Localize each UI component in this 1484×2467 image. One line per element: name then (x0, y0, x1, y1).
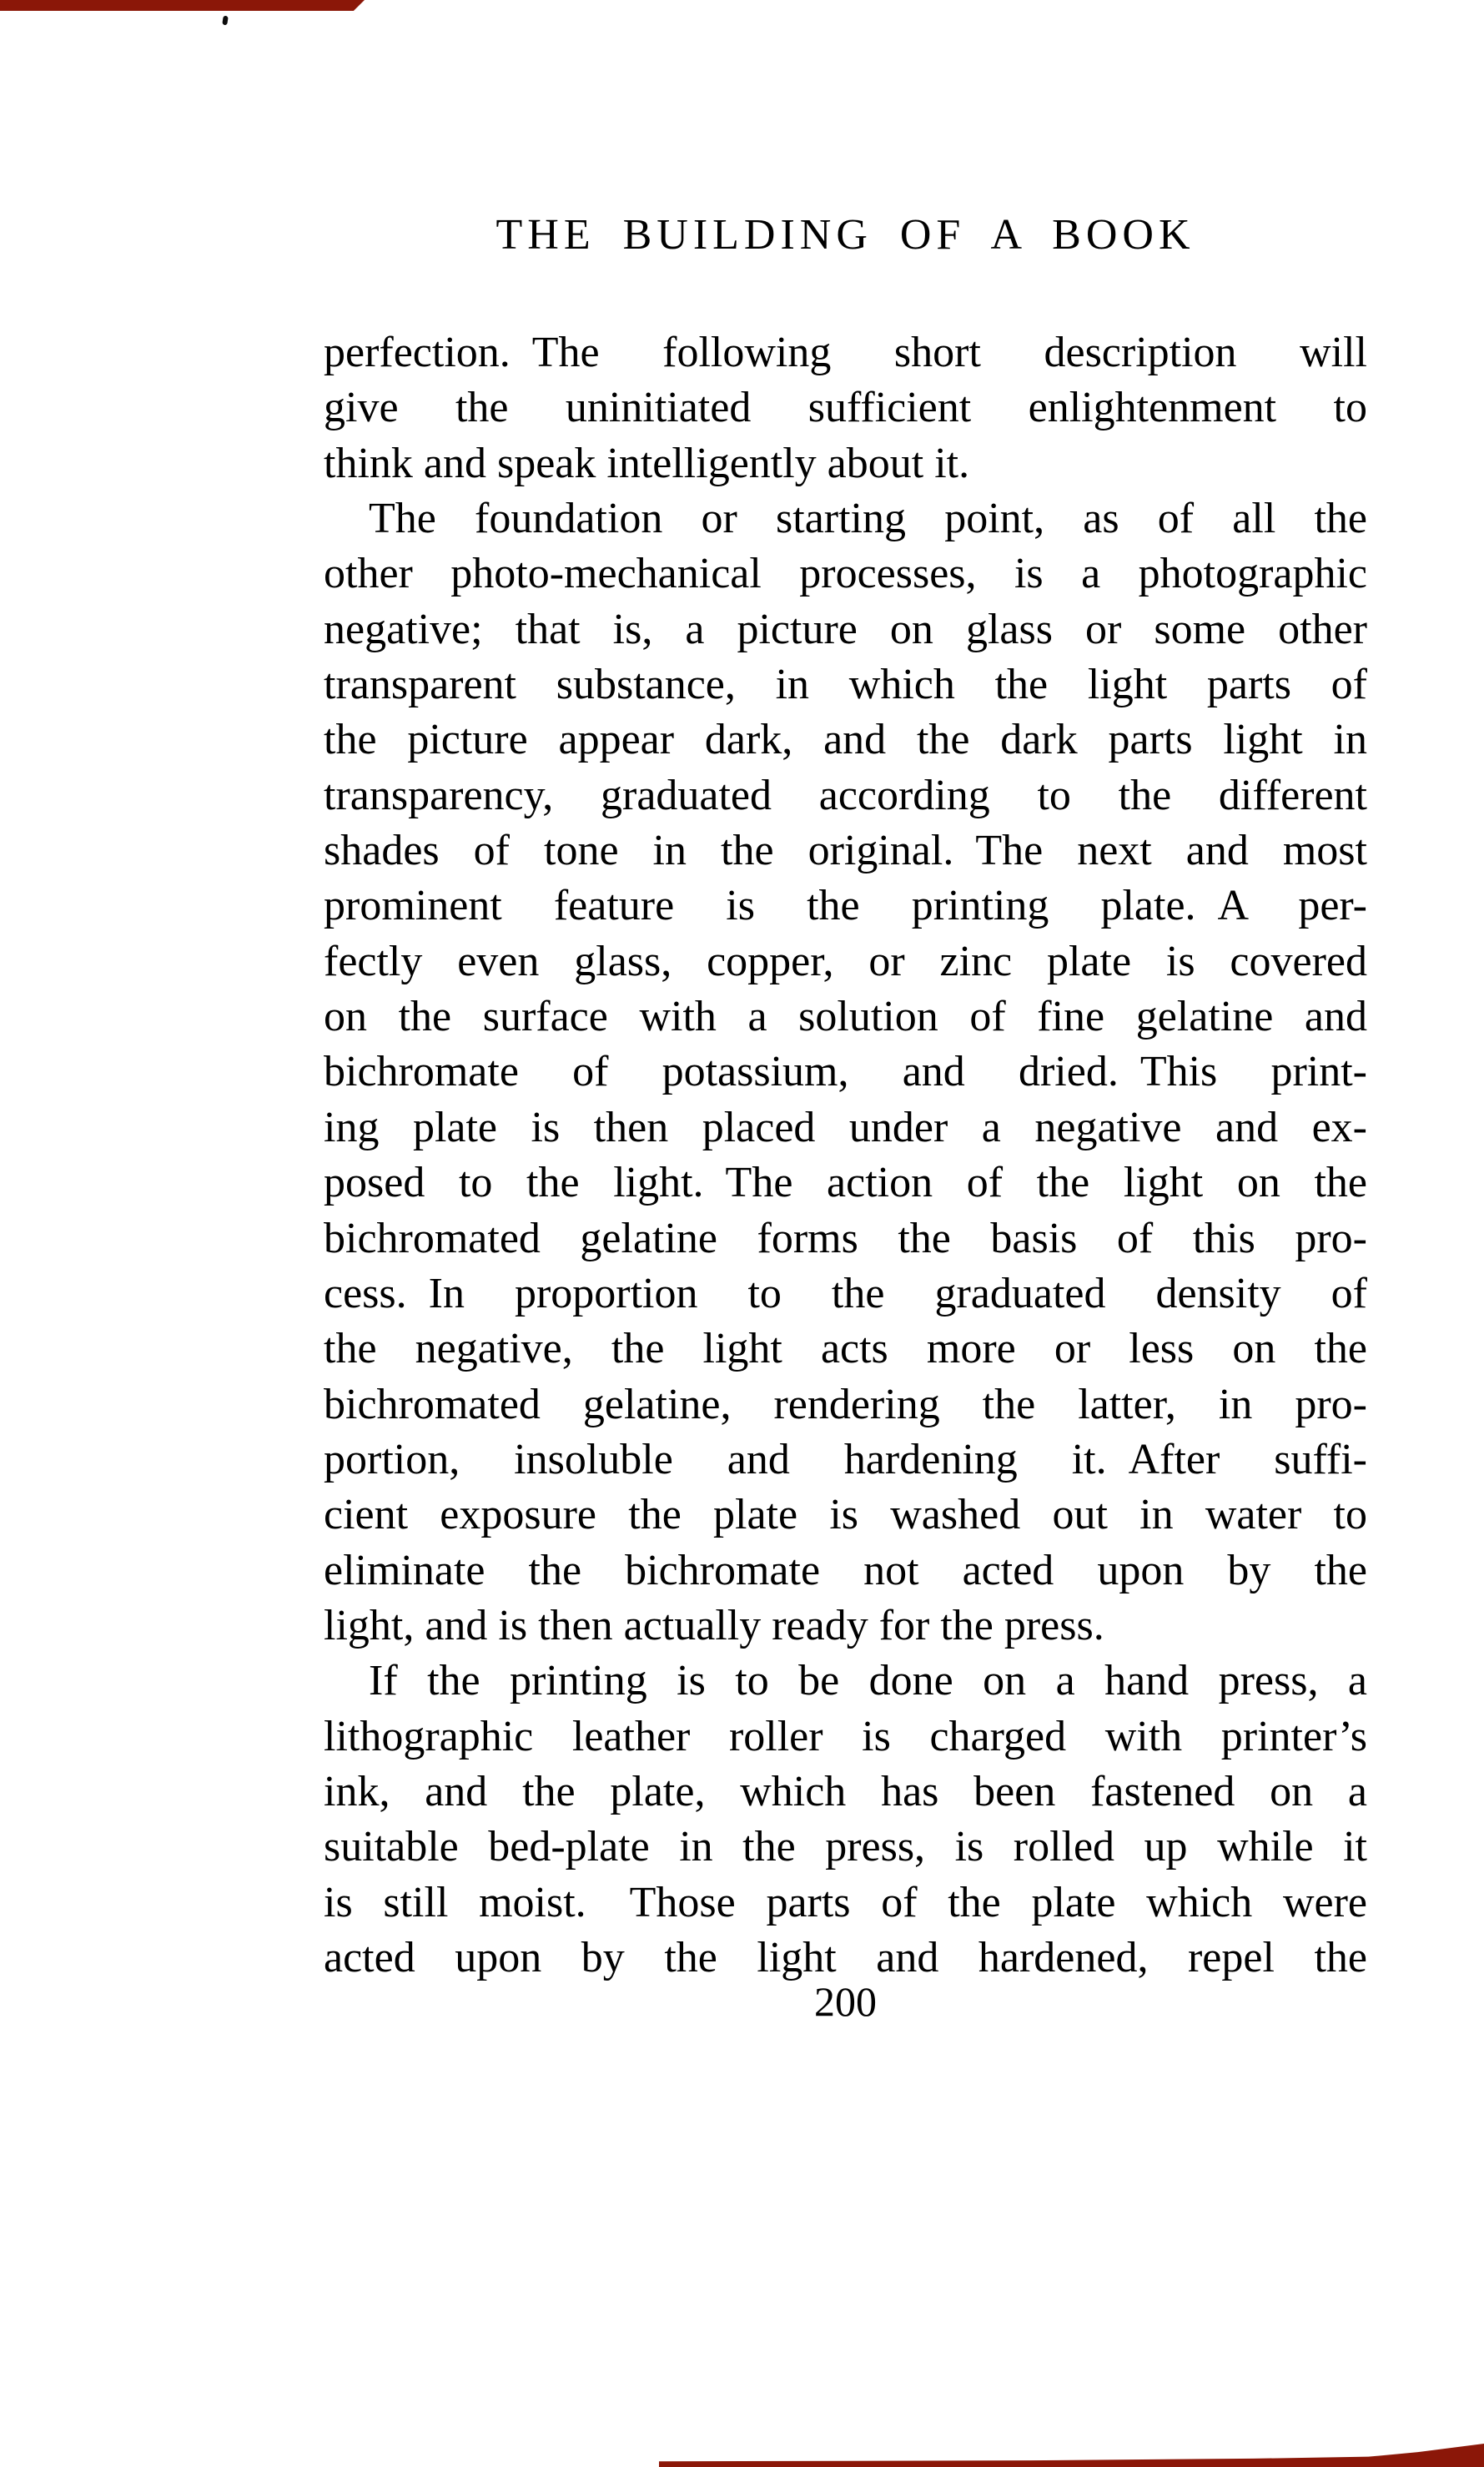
text-line: bichromated gelatine, rendering the latter, in pro- (324, 1380, 1367, 1428)
page-content (324, 0, 1367, 2467)
text-line: on the surface with a solution of fine gelatine and (324, 993, 1367, 1041)
text-line: prominent feature is the printing plate. A per- (324, 882, 1367, 930)
running-head-title: THE BUILDING OF A BOOK (496, 211, 1195, 259)
ink-speck (222, 16, 228, 26)
text-line: shades of tone in the original. The next and most (324, 827, 1367, 875)
text-line: bichromated gelatine forms the basis of this pro- (324, 1214, 1367, 1262)
text-line: fectly even glass, copper, or zinc plate is covered (324, 937, 1367, 985)
text-line: light, and is then actually ready for the press. (324, 1601, 1104, 1649)
text-line: bichromate of potassium, and dried. This print- (324, 1048, 1367, 1096)
text-line: acted upon by the light and hardened, repel the (324, 1933, 1367, 1981)
text-line: give the uninitiated sufficient enlightenment to (324, 384, 1367, 432)
text-line: negative; that is, a picture on glass or some other (324, 605, 1367, 653)
text-line: posed to the light. The action of the light on the (324, 1159, 1367, 1207)
page-number: 200 (814, 1978, 877, 2025)
text-line: the negative, the light acts more or less on the (324, 1325, 1367, 1373)
text-line: cient exposure the plate is washed out in water to (324, 1491, 1367, 1539)
text-line: The foundation or starting point, as of all the (369, 495, 1367, 543)
text-line: portion, insoluble and hardening it. After suffi- (324, 1435, 1367, 1483)
text-line: lithographic leather roller is charged with printer’s (324, 1712, 1367, 1760)
text-line: transparent substance, in which the light parts of (324, 661, 1367, 709)
text-line: ing plate is then placed under a negative and ex- (324, 1103, 1367, 1151)
text-line: other photo-mechanical processes, is a photographic (324, 550, 1367, 598)
text-line: think and speak intelligently about it. (324, 439, 970, 487)
text-line: is still moist. Those parts of the plate which were (324, 1878, 1367, 1926)
scan-artifact-top-bar (0, 0, 365, 11)
text-line: transparency, graduated according to the different (324, 771, 1367, 819)
text-line: If the printing is to be done on a hand press, a (369, 1657, 1367, 1705)
text-line: cess. In proportion to the graduated density of (324, 1269, 1367, 1317)
text-line: suitable bed-plate in the press, is rolled up while it (324, 1823, 1367, 1871)
text-line: ink, and the plate, which has been fastened on a (324, 1767, 1367, 1815)
text-line: perfection. The following short description will (324, 329, 1367, 376)
text-line: eliminate the bichromate not acted upon by the (324, 1546, 1367, 1594)
text-line: the picture appear dark, and the dark parts light in (324, 716, 1367, 764)
body-text (324, 325, 1367, 1986)
